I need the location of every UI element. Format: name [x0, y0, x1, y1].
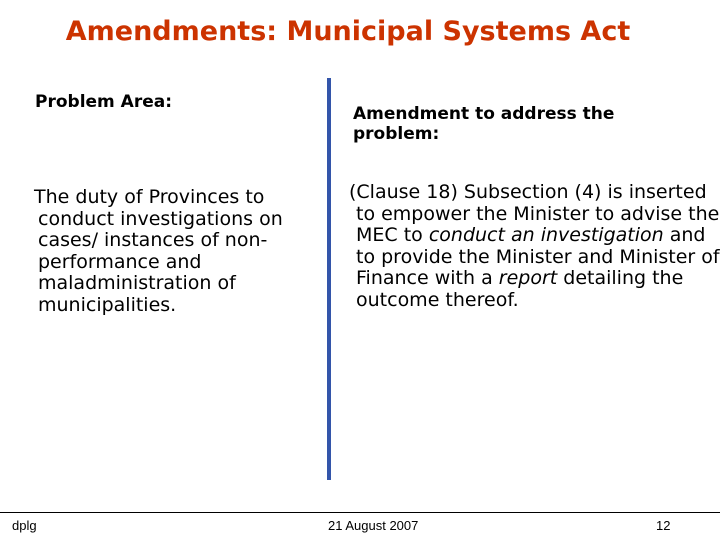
footer-date: 21 August 2007 — [328, 518, 419, 533]
amendment-text-emphasis-report: report — [498, 267, 558, 289]
slide-title: Amendments: Municipal Systems Act — [65, 16, 631, 47]
page-number: 12 — [656, 518, 671, 533]
amendment-text-emphasis-investigation: conduct an investigation — [428, 224, 664, 246]
amendment-heading: Amendment to address the problem: — [353, 104, 615, 144]
problem-area-text: The duty of Provinces to conduct investigations on cases/ instances of non-performance and maladministration of municipalities. — [34, 186, 283, 316]
footer-organization: dplg — [12, 518, 37, 533]
footer-divider — [0, 512, 720, 513]
amendment-text-part3: detailing the outcome thereof. — [356, 267, 684, 311]
column-divider — [327, 78, 331, 480]
amendment-text — [349, 182, 720, 311]
amendment-text-part2: and to provide the Minister and Minister of Finance with a — [356, 224, 720, 289]
amendment-text-part1: (Clause 18) Subsection (4) is inserted to empower the Minister to advise the MEC to — [349, 181, 720, 246]
problem-area-heading: Problem Area: — [35, 92, 173, 112]
